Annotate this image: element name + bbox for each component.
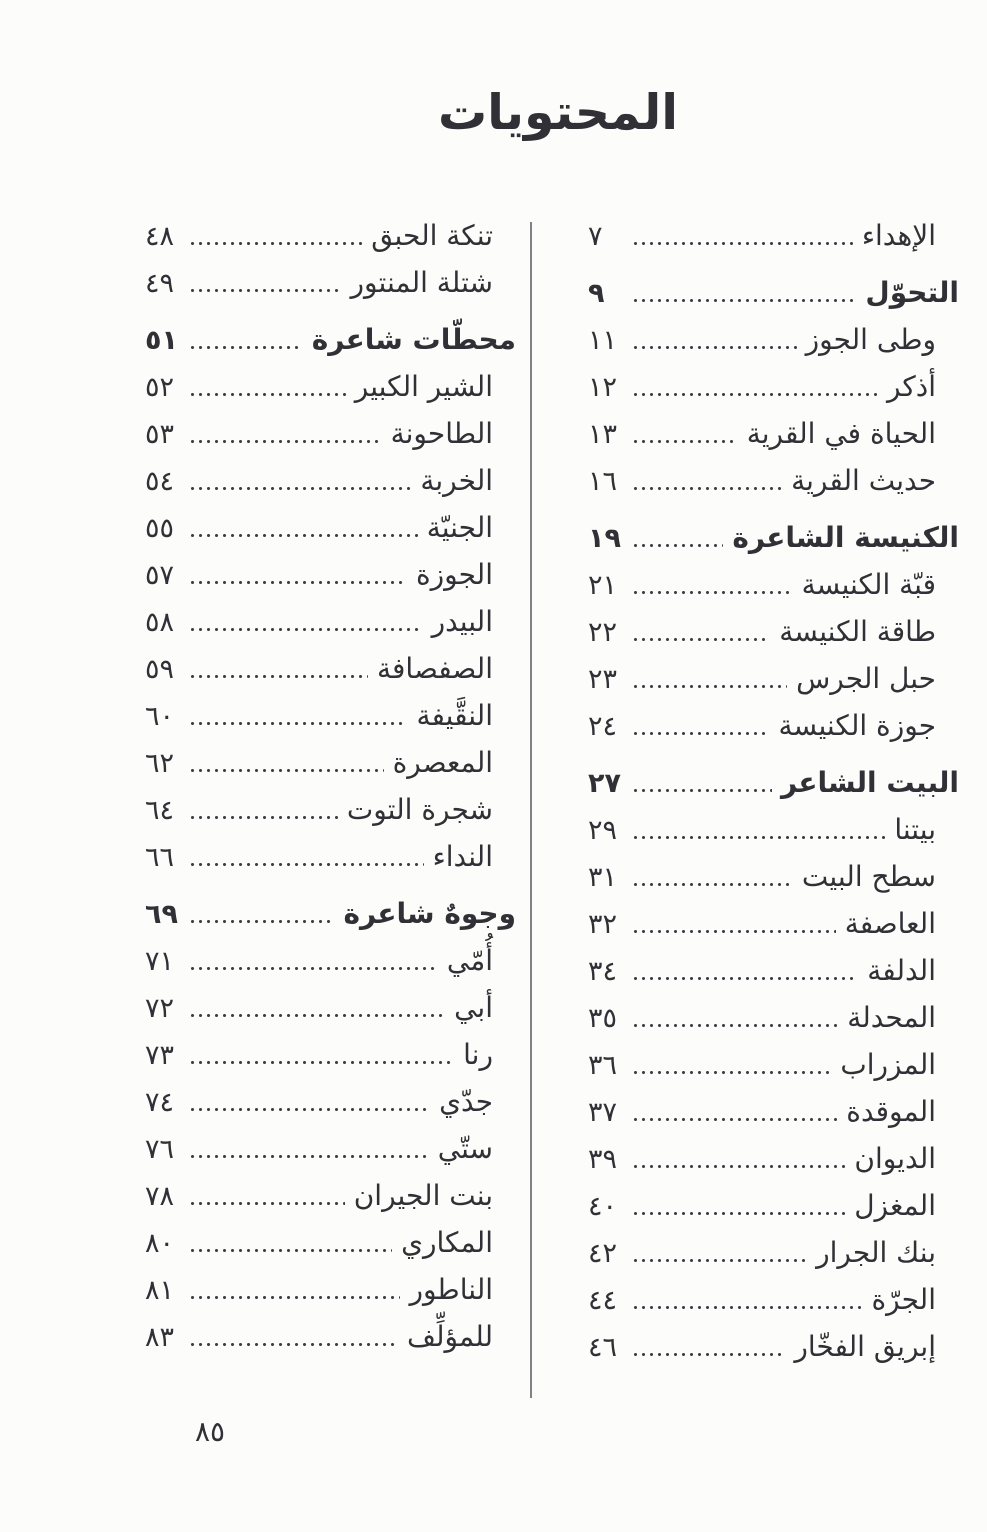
dotted-leader (191, 722, 407, 725)
toc-entry-page-number: ٥٩ (145, 654, 175, 685)
toc-entry-title: حديث القرية (791, 464, 936, 497)
toc-entry-title: النقَّيفة (416, 699, 493, 732)
toc-entry-page-number: ٥٢ (145, 372, 175, 403)
toc-entry (588, 1276, 960, 1323)
toc-entry-title: الخربة (420, 464, 493, 497)
dotted-leader (634, 544, 723, 547)
toc-entry-title: شتلة المنتور (350, 266, 493, 299)
toc-entry (588, 514, 960, 561)
toc-entry (145, 259, 517, 306)
page-title: المحتويات (437, 84, 679, 141)
dotted-leader (634, 732, 769, 735)
toc-entry (145, 1031, 517, 1078)
dotted-leader (191, 1155, 429, 1158)
dotted-leader (191, 1296, 400, 1299)
toc-entry (145, 1313, 517, 1360)
toc-entry-page-number: ٧٨ (145, 1181, 175, 1212)
dotted-leader (634, 1165, 845, 1168)
toc-entry-title: الشير الكبير (354, 370, 493, 403)
toc-entry-page-number: ٥١ (145, 325, 178, 356)
toc-entry (588, 994, 960, 1041)
toc-entry-title: سطح البيت (801, 860, 936, 893)
toc-entry-title: الجنيّة (426, 511, 493, 544)
toc-entry-page-number: ٢٩ (588, 815, 618, 846)
toc-entry (145, 984, 517, 1031)
toc-entry-title: حبل الجرس (796, 662, 936, 695)
toc-entry-page-number: ٥٨ (145, 607, 175, 638)
dotted-leader (634, 393, 878, 396)
toc-entry-title: الطاحونة (390, 417, 493, 450)
toc-entry-page-number: ٤٦ (588, 1332, 618, 1363)
toc-entry-title: المزراب (840, 1048, 936, 1081)
dotted-leader (634, 685, 787, 688)
toc-entry-title: وطى الجوز (805, 323, 936, 356)
toc-column-left (145, 212, 530, 1360)
toc-entry-page-number: ٨٠ (145, 1228, 175, 1259)
toc-entry (588, 655, 960, 702)
toc-entry-title: أذكر (886, 370, 936, 403)
toc-entry-page-number: ٣٢ (588, 909, 618, 940)
dotted-leader (191, 1202, 345, 1205)
dotted-leader (634, 638, 770, 641)
toc-entry-page-number: ٦٠ (145, 701, 175, 732)
toc-entry-page-number: ٥٥ (145, 513, 175, 544)
toc-entry (588, 806, 960, 853)
toc-entry-page-number: ٧ (588, 221, 603, 252)
toc-entry-title: البيدر (431, 605, 493, 638)
dotted-leader (634, 883, 793, 886)
toc-columns (145, 212, 960, 1398)
toc-entry-title: رنا (463, 1038, 493, 1071)
dotted-leader (634, 487, 782, 490)
toc-entry-page-number: ٥٣ (145, 419, 175, 450)
toc-entry (588, 363, 960, 410)
toc-column-right (532, 212, 960, 1370)
toc-entry-title: الموقدة (846, 1095, 936, 1128)
toc-entry-title: قبّة الكنيسة (801, 568, 936, 601)
toc-entry (588, 269, 960, 316)
dotted-leader (634, 1024, 838, 1027)
toc-entry-page-number: ٧٦ (145, 1134, 175, 1165)
toc-entry (145, 504, 517, 551)
toc-entry-page-number: ٦٤ (145, 795, 175, 826)
dotted-leader (634, 1118, 837, 1121)
toc-entry (145, 1125, 517, 1172)
toc-entry-title: بنت الجيران (353, 1179, 493, 1212)
footer-page-number: ٨٥ (194, 1415, 226, 1448)
dotted-leader (634, 1259, 807, 1262)
dotted-leader (191, 242, 362, 245)
dotted-leader (191, 1343, 398, 1346)
toc-entry (588, 561, 960, 608)
toc-entry-page-number: ٩ (588, 278, 605, 309)
dotted-leader (634, 930, 836, 933)
toc-entry-page-number: ٣٧ (588, 1097, 618, 1128)
toc-entry (588, 947, 960, 994)
toc-entry (145, 833, 517, 880)
toc-entry-page-number: ٢٧ (588, 768, 621, 799)
toc-entry (145, 739, 517, 786)
toc-entry-page-number: ١٩ (588, 523, 621, 554)
dotted-leader (191, 393, 346, 396)
toc-entry-title: الإهداء (861, 219, 936, 252)
toc-entry (145, 1219, 517, 1266)
toc-entry-page-number: ٨١ (145, 1275, 175, 1306)
toc-entry-title: الحياة في القرية (746, 417, 936, 450)
toc-entry (588, 212, 960, 259)
dotted-leader (191, 440, 382, 443)
column-divider-line (530, 222, 532, 1398)
toc-entry (145, 786, 517, 833)
toc-entry-title: المكاري (401, 1226, 493, 1259)
dotted-leader (191, 863, 424, 866)
toc-entry (588, 1182, 960, 1229)
toc-entry-title: المغزل (854, 1189, 936, 1222)
toc-entry-page-number: ٧٣ (145, 1040, 175, 1071)
toc-entry-title: طاقة الكنيسة (779, 615, 936, 648)
toc-entry-title: بنك الجرار (816, 1236, 936, 1269)
toc-entry (145, 551, 517, 598)
toc-entry (145, 598, 517, 645)
toc-entry-title: الناطور (409, 1273, 493, 1306)
toc-entry-page-number: ٧٤ (145, 1087, 175, 1118)
dotted-leader (634, 1212, 845, 1215)
toc-entry-page-number: ١٣ (588, 419, 618, 450)
toc-entry (588, 1135, 960, 1182)
toc-entry-page-number: ٢٣ (588, 664, 618, 695)
dotted-leader (191, 769, 384, 772)
toc-entry-title: محطّات شاعرة (311, 323, 516, 356)
toc-entry-title: شجرة التوت (346, 793, 493, 826)
toc-entry-page-number: ٤٤ (588, 1285, 618, 1316)
toc-entry (588, 702, 960, 749)
toc-entry (145, 316, 517, 363)
toc-entry (588, 853, 960, 900)
toc-entry (588, 608, 960, 655)
toc-entry (588, 759, 960, 806)
toc-entry-title: الديوان (854, 1142, 936, 1175)
dotted-leader (191, 675, 368, 678)
dotted-leader (191, 816, 338, 819)
toc-entry-page-number: ٦٩ (145, 899, 178, 930)
toc-entry-page-number: ١١ (588, 325, 618, 356)
dotted-leader (634, 1353, 785, 1356)
toc-entry (145, 1172, 517, 1219)
toc-entry-page-number: ١٢ (588, 372, 618, 403)
toc-entry-title: إبريق الفخّار (794, 1330, 936, 1363)
toc-entry (588, 900, 960, 947)
dotted-leader (191, 1108, 430, 1111)
dotted-leader (191, 920, 334, 923)
toc-entry (145, 1266, 517, 1313)
toc-entry (145, 410, 517, 457)
toc-entry-page-number: ٤٠ (588, 1191, 618, 1222)
toc-entry-title: ستّي (437, 1132, 493, 1165)
toc-entry-title: بيتنا (894, 813, 936, 846)
toc-entry-title: تنكة الحبق (371, 219, 493, 252)
dotted-leader (634, 1306, 862, 1309)
toc-entry-page-number: ٤٨ (145, 221, 175, 252)
toc-entry (145, 1078, 517, 1125)
dotted-leader (634, 440, 738, 443)
dotted-leader (634, 299, 856, 302)
dotted-leader (634, 789, 772, 792)
toc-entry-title: العاصفة (844, 907, 936, 940)
toc-entry (588, 410, 960, 457)
toc-entry (588, 316, 960, 363)
toc-entry-title: الصفصافة (377, 652, 493, 685)
toc-entry (588, 1323, 960, 1370)
toc-entry (588, 1041, 960, 1088)
dotted-leader (191, 1014, 445, 1017)
toc-entry (145, 890, 517, 937)
dotted-leader (191, 487, 411, 490)
toc-entry-page-number: ٤٢ (588, 1238, 618, 1269)
dotted-leader (634, 836, 885, 839)
toc-entry-title: التحوّل (865, 276, 959, 309)
toc-entry-page-number: ٣٦ (588, 1050, 618, 1081)
toc-entry-page-number: ٣٥ (588, 1003, 618, 1034)
toc-entry-page-number: ٥٧ (145, 560, 175, 591)
toc-entry-page-number: ٣٩ (588, 1144, 618, 1175)
toc-entry-page-number: ٣٤ (588, 956, 618, 987)
dotted-leader (191, 1061, 454, 1064)
toc-entry-page-number: ٥٤ (145, 466, 175, 497)
dotted-leader (191, 1249, 392, 1252)
toc-entry-title: جوزة الكنيسة (778, 709, 936, 742)
toc-entry-title: المحدلة (847, 1001, 936, 1034)
dotted-leader (634, 346, 797, 349)
dotted-leader (191, 581, 407, 584)
toc-entry-title: المعصرة (392, 746, 493, 779)
toc-entry (588, 1229, 960, 1276)
toc-entry-title: أُمّي (446, 944, 493, 977)
toc-entry (588, 1088, 960, 1135)
toc-entry (145, 645, 517, 692)
toc-entry-page-number: ٣١ (588, 862, 618, 893)
toc-entry-page-number: ٧١ (145, 946, 175, 977)
toc-entry-page-number: ٨٣ (145, 1322, 175, 1353)
toc-entry-title: الكنيسة الشاعرة (732, 521, 959, 554)
toc-entry-page-number: ٧٢ (145, 993, 175, 1024)
toc-entry (588, 457, 960, 504)
toc-entry (145, 212, 517, 259)
toc-entry-title: جدّي (439, 1085, 493, 1118)
toc-entry-title: البيت الشاعر (780, 766, 959, 799)
toc-entry (145, 937, 517, 984)
toc-entry-title: الجرّة (871, 1283, 936, 1316)
toc-entry (145, 363, 517, 410)
toc-entry-page-number: ٢٢ (588, 617, 618, 648)
dotted-leader (191, 967, 438, 970)
toc-entry-page-number: ٦٦ (145, 842, 175, 873)
toc-entry-page-number: ٦٢ (145, 748, 175, 779)
toc-entry-page-number: ١٦ (588, 466, 618, 497)
toc-entry-title: الجوزة (415, 558, 493, 591)
toc-entry-title: للمؤلِّف (407, 1320, 493, 1353)
dotted-leader (634, 242, 853, 245)
toc-entry (145, 457, 517, 504)
dotted-leader (634, 977, 858, 980)
dotted-leader (191, 628, 423, 631)
toc-entry (145, 692, 517, 739)
dotted-leader (634, 1071, 831, 1074)
toc-entry-title: الدلفة (867, 954, 936, 987)
toc-entry-title: وجوهٌ شاعرة (343, 897, 516, 930)
toc-entry-page-number: ٢٤ (588, 711, 618, 742)
dotted-leader (634, 591, 793, 594)
toc-entry-page-number: ٢١ (588, 570, 618, 601)
toc-entry-title: النداء (432, 840, 493, 873)
toc-entry-title: أبي (454, 991, 493, 1024)
dotted-leader (191, 534, 418, 537)
toc-entry-page-number: ٤٩ (145, 268, 175, 299)
dotted-leader (191, 346, 303, 349)
dotted-leader (191, 289, 342, 292)
